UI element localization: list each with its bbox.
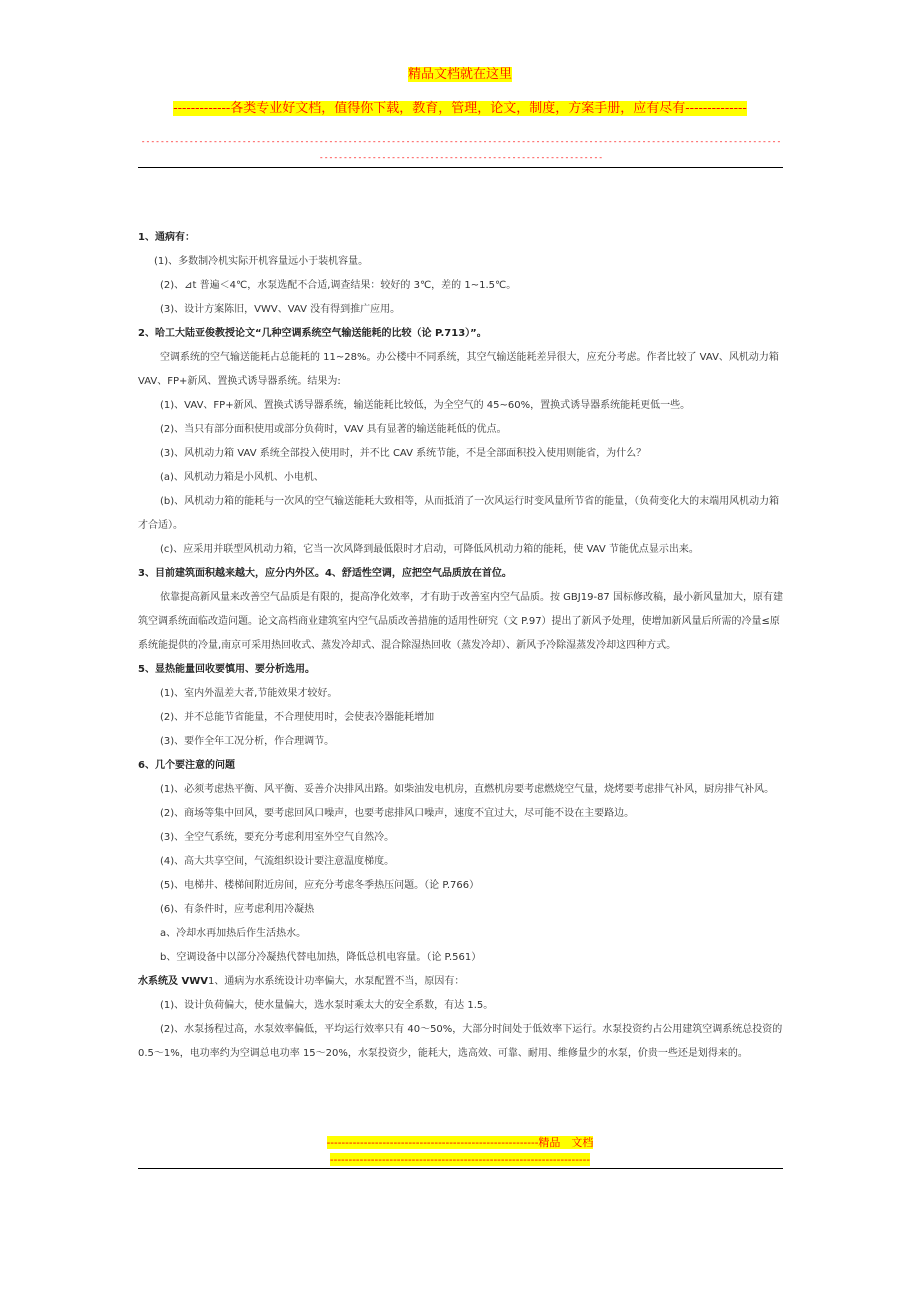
section-5-item-1: (1)、室内外温差大者,节能效果才较好。 — [160, 688, 338, 699]
section-2-paragraph: 空调系统的空气输送能耗占总能耗的 11~28%。办公楼中不同系统，其空气输送能耗差异很大，应充分考虑。作者比较了 VAV、风机动力箱 VAV、FP+新风、置换式诱导器系统。结果为: — [138, 352, 779, 387]
section-2-item-2: (2)、当只有部分面积使用或部分负荷时，VAV 具有显著的输送能耗低的优点。 — [160, 424, 507, 435]
section-5-title: 5、显热能量回收要慎用、要分析选用。 — [138, 664, 315, 675]
section-7-item-1: (1)、设计负荷偏大，使水量偏大，选水泵时乘太大的安全系数，有达 1.5。 — [160, 1000, 494, 1011]
header-subtitle-row — [0, 100, 920, 118]
section-7-item-2: (2)、水泵扬程过高，水泵效率偏低，平均运行效率只有 40～50%，大部分时间处于低效率下运行。水泵投资约占公用建筑空调系统总投资的 0.5～1%，电功率约为空调总电功率 15～20%，水泵投资少，能耗大，选高效、可靠、耐用、维修量少的水泵，价贵一些还是划得来的。 — [138, 1024, 783, 1059]
section-2-item-c: (c)、应采用并联型风机动力箱，它当一次风降到最低限时才启动，可降低风机动力箱的能耗，使 VAV 节能优点显示出来。 — [160, 544, 699, 555]
section-6-item-3: (3)、全空气系统，要充分考虑利用室外空气自然冷。 — [160, 832, 395, 843]
section-3-title: 3、目前建筑面积越来越大，应分内外区。4、舒适性空调，应把空气品质放在首位。 — [138, 568, 512, 579]
section-6-item-2: (2)、商场等集中回风，要考虑回风口噪声，也要考虑排风口噪声，速度不宜过大，尽可能不设在主要路边。 — [160, 808, 635, 819]
section-6-item-6: (6)、有条件时，应考虑利用冷凝热 — [160, 904, 315, 915]
section-1-item-2: (2)、⊿t 普遍＜4℃，水泵选配不合适,调查结果：较好的 3℃，差的 1~1.5℃。 — [160, 280, 517, 291]
section-3-paragraph: 依靠提高新风量来改善空气品质是有限的，提高净化效率，才有助于改善室内空气品质。按 GBJ19-87 国标修改稿，最小新风量加大，原有建筑空调系统面临改造问题。论文高档商业建筑室内空气品质改善措施的适用性研究（文 P.97）提出了新风予处理，使增加新风量后所需的冷量≤原系统能提供的冷量,南京可采用热回收式、蒸发冷却式、混合除湿热回收（蒸发冷却）、新风予冷除湿蒸发冷却这四种方式。 — [138, 592, 783, 651]
section-2-item-1: (1)、VAV、FP+新风、置换式诱导器系统，输送能耗比较低，为全空气的 45~60%，置换式诱导器系统能耗更低一些。 — [160, 400, 691, 411]
header-title-row — [0, 66, 920, 84]
footer-line-1: ---------------------------------------------------------精品 文档 — [326, 1136, 594, 1149]
section-7-title-rest: 1、通病为水系统设计功率偏大，水泵配置不当，原因有： — [208, 976, 465, 987]
section-7-title — [138, 970, 783, 994]
section-6-item-4: (4)、高大共享空间，气流组织设计要注意温度梯度。 — [160, 856, 395, 867]
section-5-item-2: (2)、并不总能节省能量，不合理使用时，会使表冷器能耗增加 — [160, 712, 435, 723]
section-5-item-3: (3)、要作全年工况分析，作合理调节。 — [160, 736, 335, 747]
header-dash-line: ------------------------------------------------------------------------------------------------------------------------------------------------------------------------------------------------ — [140, 137, 782, 162]
header-rule — [138, 167, 783, 168]
section-2-title: 2、哈工大陆亚俊教授论文“几种空调系统空气输送能耗的比较（论 P.713）”。 — [138, 328, 487, 339]
header-subtitle: -------------各类专业好文档，值得你下载，教育，管理，论文，制度，方案手册，应有尽有-------------- — [173, 101, 747, 116]
section-7-title-bold: 水系统及 VWV — [138, 976, 208, 987]
section-6-item-1: (1)、必须考虑热平衡、风平衡、妥善介决排风出路。如柴油发电机房，直燃机房要考虑燃烧空气量，烧烤要考虑排气补风，厨房排气补风。 — [160, 784, 775, 795]
document-body — [138, 226, 783, 1066]
section-2-item-3: (3)、风机动力箱 VAV 系统全部投入使用时，并不比 CAV 系统节能，不是全部面积投入使用则能省，为什么？ — [160, 448, 647, 459]
section-2-item-a: (a)、风机动力箱是小风机、小电机、 — [160, 472, 324, 483]
section-1-item-1: (1)、多数制冷机实际开机容量远小于装机容量。 — [154, 256, 369, 267]
section-6-item-b: b、空调设备中以部分冷凝热代替电加热，降低总机电容量。（论 P.561） — [160, 952, 482, 963]
section-1-item-3: (3)、设计方案陈旧，VWV、VAV 没有得到推广应用。 — [160, 304, 401, 315]
section-2-item-b: (b)、风机动力箱的能耗与一次风的空气输送能耗大致相等，从而抵消了一次风运行时变风量所节省的能量，（负荷变化大的末端用风机动力箱才合适）。 — [138, 496, 780, 531]
section-6-title: 6、几个要注意的问题 — [138, 760, 235, 771]
footer-rule — [138, 1168, 783, 1169]
page-footer — [0, 1134, 920, 1168]
footer-line-2: ---------------------------------------------------------------------- — [329, 1153, 591, 1166]
header-title: 精品文档就在这里 — [407, 67, 512, 82]
section-1-title: 1、通病有： — [138, 232, 195, 243]
section-6-item-a: a、冷却水再加热后作生活热水。 — [160, 928, 307, 939]
section-6-item-5: (5)、电梯井、楼梯间附近房间，应充分考虑冬季热压问题。（论 P.766） — [160, 880, 480, 891]
